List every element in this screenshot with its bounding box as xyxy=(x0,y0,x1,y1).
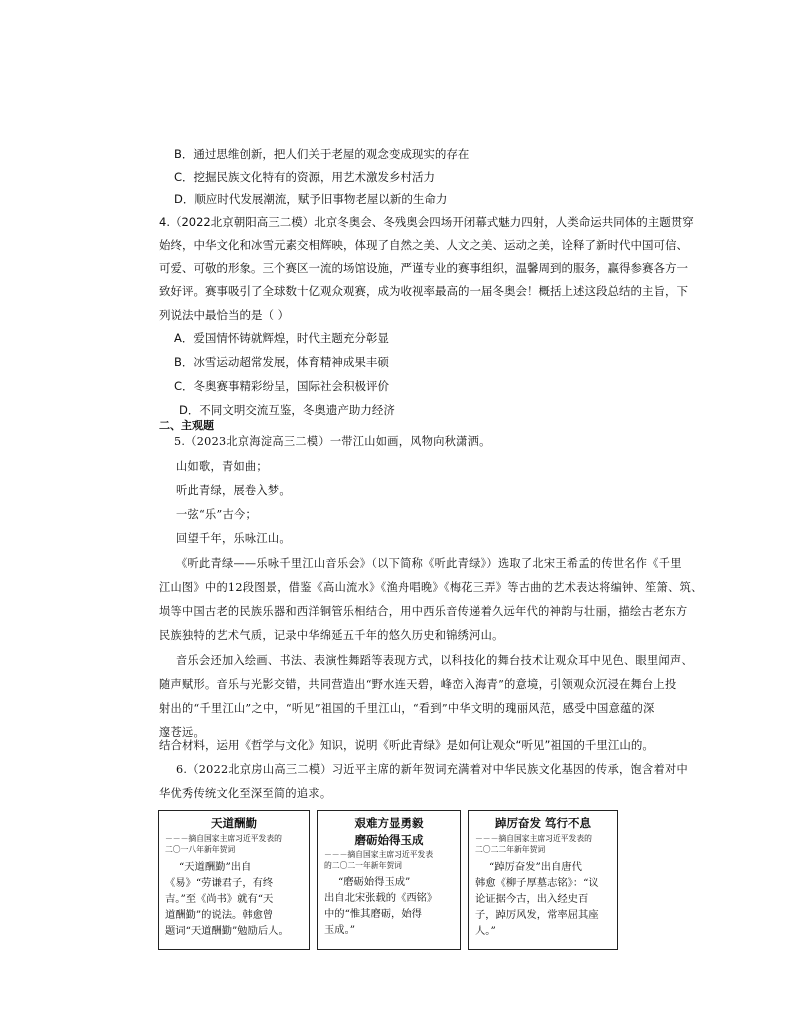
q5-paragraph-line: 民族独特的艺术气质，记录中华绵延五千年的悠久历史和锦绣河山。 xyxy=(159,629,504,642)
q6-stem-line: 6.（2022北京房山高三二模）习近平主席的新年贺词充满着对中华民族文化基因的传承，饱含着对中 xyxy=(176,763,688,776)
q5-paragraph-line: 《听此青绿——乐咏千里江山音乐会》（以下简称《听此青绿》）选取了北宋王希孟的传世名作《千里 xyxy=(176,557,682,570)
q6-stem-line: 华优秀传统文化至深至简的追求。 xyxy=(159,787,332,800)
quote-box-text: 题词“天道酬勤”勉励后人。 xyxy=(165,925,289,937)
q4-option-d: D．不同文明交流互鉴，冬奥遗产助力经济 xyxy=(179,403,395,417)
q4-stem-line: 4.（2022北京朝阳高三二模）北京冬奥会、冬残奥会四场开闭幕式魅力四射，人类命运共同体的主题贯穿 xyxy=(159,215,694,229)
q3-option-b: B．通过思维创新，把人们关于老屋的观念变成现实的存在 xyxy=(174,147,470,161)
quote-box-text: 韩愈《柳子厚墓志铭》：“议 xyxy=(475,877,599,889)
q4-stem-line: 可爱、可敬的形象。三个赛区一流的场馆设施，严谨专业的赛事组织，温馨周到的服务，赢得参赛各方一 xyxy=(159,261,688,275)
quote-box-source: －－－摘自国家主席习近平发表 xyxy=(324,850,434,859)
q5-paragraph-line: 随声赋形。音乐与光影交错，共同营造出“野水连天碧，峰峦入海青”的意境，引领观众沉浸在舞台上投 xyxy=(159,678,677,691)
quote-box-2 xyxy=(317,810,461,950)
q3-option-c: C．挖掘民族文化特有的资源，用艺术激发乡村活力 xyxy=(174,170,436,184)
quote-box-text: 吉。”至《尚书》就有“天 xyxy=(165,893,274,905)
q4-stem-line: 列说法中最恰当的是（ ） xyxy=(159,308,290,322)
q5-question: 结合材料，运用《哲学与文化》知识，说明《听此青绿》是如何让观众“听见”祖国的千里江山的。 xyxy=(159,738,654,752)
quote-box-source: －－－摘自国家主席习近平发表的 xyxy=(475,834,592,843)
q5-poem-line: 山如歌，青如曲； xyxy=(176,460,268,473)
quote-box-3 xyxy=(468,810,618,950)
quote-box-text: 道酬勤”的说法。韩愈曾 xyxy=(165,909,274,921)
quote-box-source: －－－摘自国家主席习近平发表的 xyxy=(165,834,282,843)
quote-box-text: “踔厉奋发”出自唐代 xyxy=(489,861,582,873)
q5-poem-line: 听此青绿，展卷入梦。 xyxy=(176,484,291,497)
quote-box-text: 出自北宋张载的《西铭》 xyxy=(324,892,438,904)
q5-paragraph-line: 埙等中国古老的民族乐器和西洋铜管乐相结合，用中西乐音传递着久远年代的神韵与壮丽，描绘古老东方 xyxy=(159,605,688,618)
section-title: 二、主观题 xyxy=(159,419,214,432)
q3-option-d: D．顺应时代发展潮流，赋予旧事物老屋以新的生命力 xyxy=(174,192,448,206)
quote-box-title: 磨砺始得玉成 xyxy=(354,833,424,847)
quote-box-title: 踔厉奋发 笃行不息 xyxy=(494,816,591,830)
quote-box-text: 人。” xyxy=(475,925,496,937)
quote-box-source: 二〇二二年新年贺词 xyxy=(475,845,546,854)
q4-stem-line: 致好评。赛事吸引了全球数十亿观众观赛，成为收视率最高的一届冬奥会！概括上述这段总结的主旨，下 xyxy=(159,284,688,298)
q5-paragraph-line: 音乐会还加入绘画、书法、表演性舞蹈等表现方式，以科技化的舞台技术让观众耳中见色、眼里闻声、 xyxy=(176,654,693,667)
quote-box-source: 二〇一八年新年贺词 xyxy=(165,845,236,854)
q5-header: 5.（2023北京海淀高三二模）一带江山如画，风物向秋潇洒。 xyxy=(174,435,491,448)
quote-box-text: 玉成。” xyxy=(324,924,356,936)
q5-paragraph-line: 邃苍远。 xyxy=(159,726,205,739)
q4-option-c: C．冬奥赛事精彩纷呈，国际社会积极评价 xyxy=(174,379,390,393)
q4-stem-line: 始终，中华文化和冰雪元素交相辉映，体现了自然之美、人文之美、运动之美，诠释了新时代中国可信、 xyxy=(159,238,688,252)
q5-paragraph-line: 射出的“千里江山”之中，“听见”祖国的千里江山，“看到”中华文明的瑰丽风范，感受中国意蕴的深 xyxy=(159,702,655,715)
q5-paragraph-line: 江山图》中的12段图景，借鉴《高山流水》《渔舟唱晚》《梅花三弄》等古曲的艺术表达将编钟、笙箫、筑、 xyxy=(159,581,703,594)
quote-box-text: 子，踔厉风发，常率屈其座 xyxy=(475,909,599,921)
quote-box-text: 《易》“劳谦君子，有终 xyxy=(165,877,274,889)
quote-box-text: “天道酬勤”出自 xyxy=(179,861,252,873)
q4-option-a: A．爱国情怀铸就辉煌，时代主题充分彰显 xyxy=(174,331,389,345)
quote-box-title: 艰难方显勇毅 xyxy=(354,816,424,830)
q5-poem-line: 回望千年，乐咏江山。 xyxy=(176,532,291,545)
quote-box-text: 论证据今古，出入经史百 xyxy=(475,893,589,905)
quote-box-text: 中的“惟其磨砺，始得 xyxy=(324,908,422,920)
quote-box-title: 天道酬勤 xyxy=(211,816,257,830)
quote-box-1 xyxy=(158,810,310,950)
q5-poem-line: 一弦“乐”古今； xyxy=(176,508,257,521)
quote-box-source: 的二〇二一年新年贺词 xyxy=(324,861,402,870)
q4-option-b: B．冰雪运动超常发展，体育精神成果丰硕 xyxy=(174,355,389,369)
quote-box-text: “磨砺始得玉成” xyxy=(338,876,411,888)
